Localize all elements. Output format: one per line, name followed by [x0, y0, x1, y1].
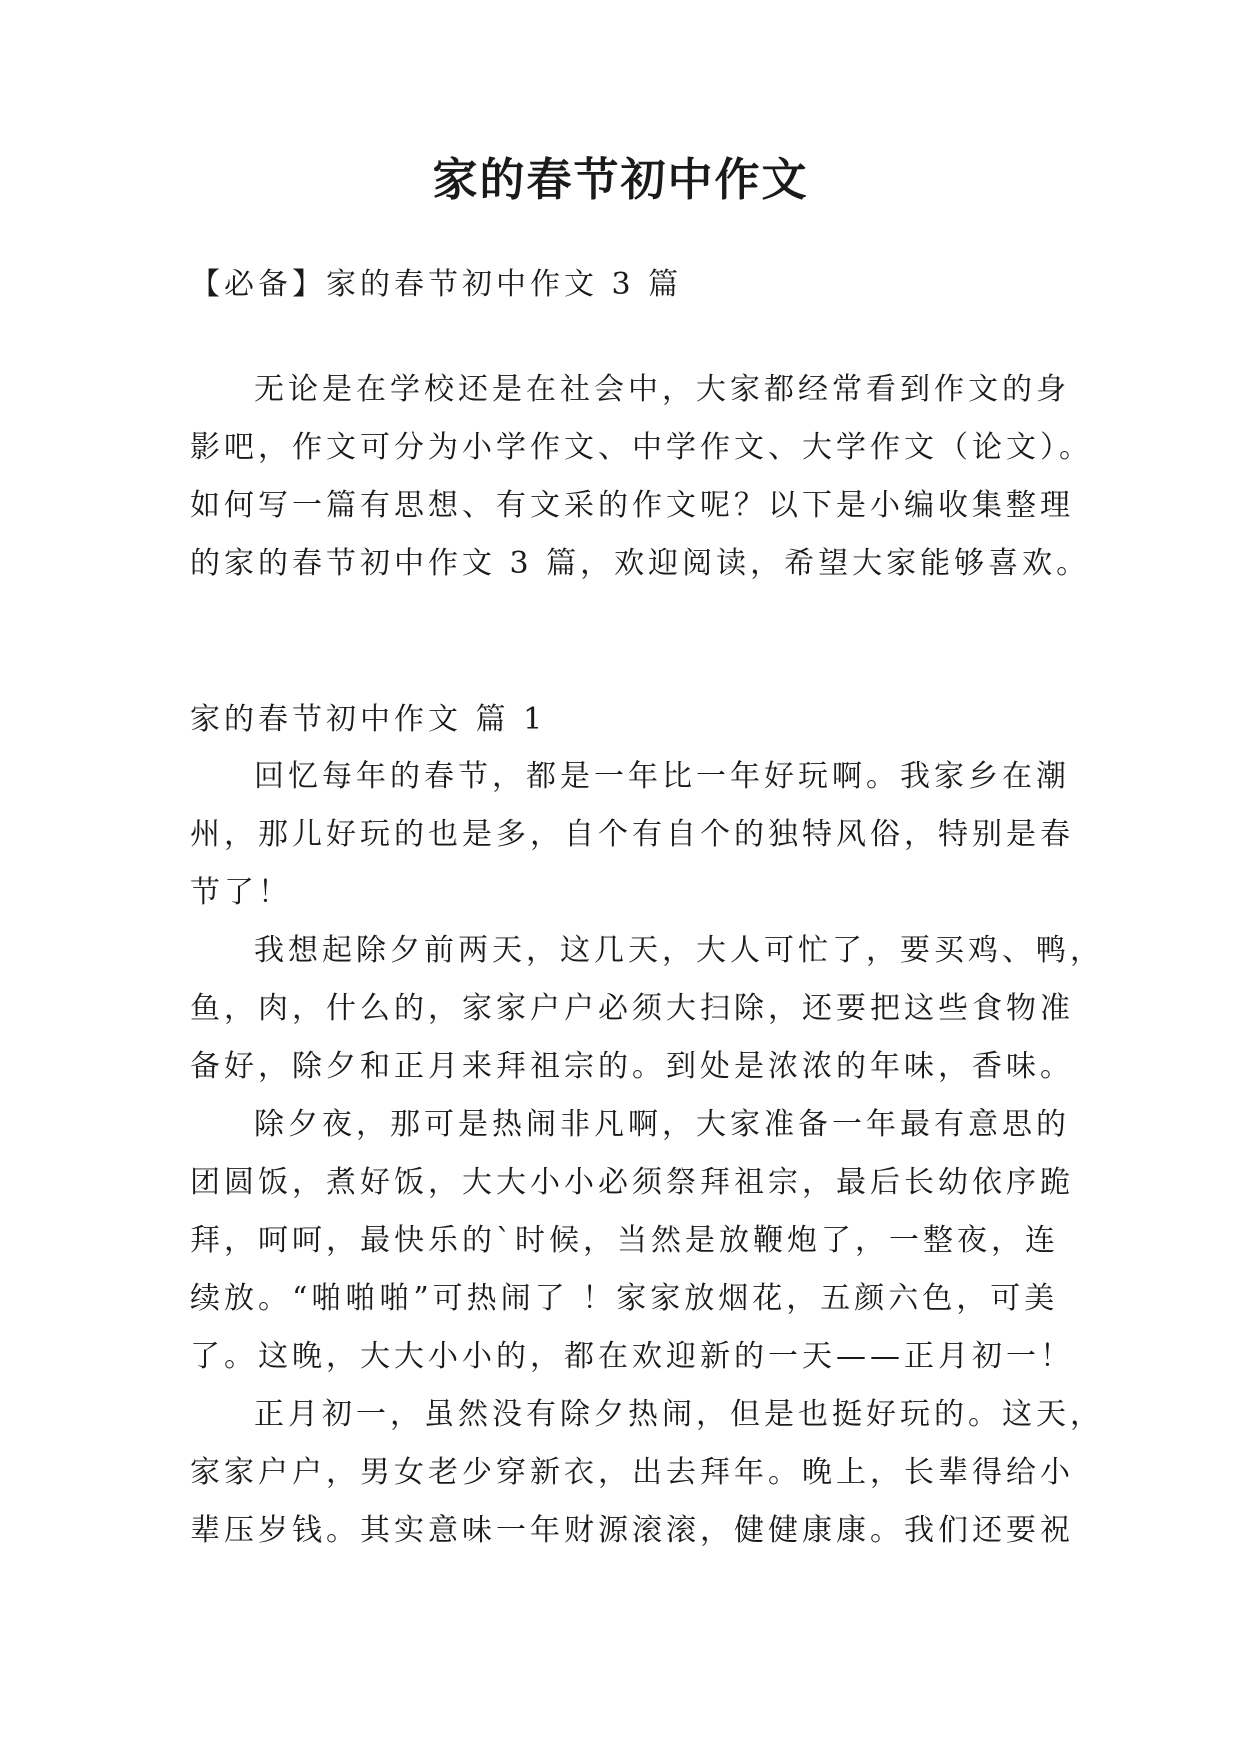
intro-line: 无论是在学校还是在社会中，大家都经常看到作文的身 — [254, 372, 1070, 407]
section-heading: 家的春节初中作文 篇 1 — [190, 702, 547, 737]
essay-line: 备好，除夕和正月来拜祖宗的。到处是浓浓的年味，香味。 — [190, 1049, 1074, 1084]
intro-line: 影吧，作文可分为小学作文、中学作文、大学作文（论文）。 — [190, 430, 1093, 465]
essay-line: 团圆饭，煮好饭，大大小小必须祭拜祖宗，最后长幼依序跪 — [190, 1165, 1074, 1200]
intro-line: 的家的春节初中作文 3 篇，欢迎阅读，希望大家能够喜欢。 — [190, 546, 1091, 581]
document-title: 家的春节初中作文 — [432, 153, 809, 206]
document-subtitle: 【必备】家的春节初中作文 3 篇 — [190, 267, 683, 302]
essay-line: 了。这晚，大大小小的，都在欢迎新的一天——正月初一！ — [190, 1339, 1074, 1374]
essay-line: 续放。“啪啪啪”可热闹了 ！家家放烟花，五颜六色，可美 — [190, 1281, 1059, 1316]
essay-line: 节了！ — [190, 875, 292, 910]
essay-line: 我想起除夕前两天，这几天，大人可忙了，要买鸡、鸭， — [254, 933, 1104, 968]
essay-line: 除夕夜，那可是热闹非凡啊，大家准备一年最有意思的 — [254, 1107, 1070, 1142]
essay-line: 回忆每年的春节，都是一年比一年好玩啊。我家乡在潮 — [254, 759, 1070, 794]
essay-line: 鱼，肉，什么的，家家户户必须大扫除，还要把这些食物准 — [190, 991, 1074, 1026]
essay-line: 拜，呵呵，最快乐的`时候，当然是放鞭炮了，一整夜，连 — [190, 1223, 1059, 1258]
essay-line: 辈压岁钱。其实意味一年财源滚滚，健健康康。我们还要祝 — [190, 1513, 1074, 1548]
essay-line: 家家户户，男女老少穿新衣，出去拜年。晚上，长辈得给小 — [190, 1455, 1074, 1490]
essay-line: 州，那儿好玩的也是多，自个有自个的独特风俗，特别是春 — [190, 817, 1074, 852]
intro-line: 如何写一篇有思想、有文采的作文呢？以下是小编收集整理 — [190, 488, 1074, 523]
essay-line: 正月初一，虽然没有除夕热闹，但是也挺好玩的。这天， — [254, 1397, 1104, 1432]
